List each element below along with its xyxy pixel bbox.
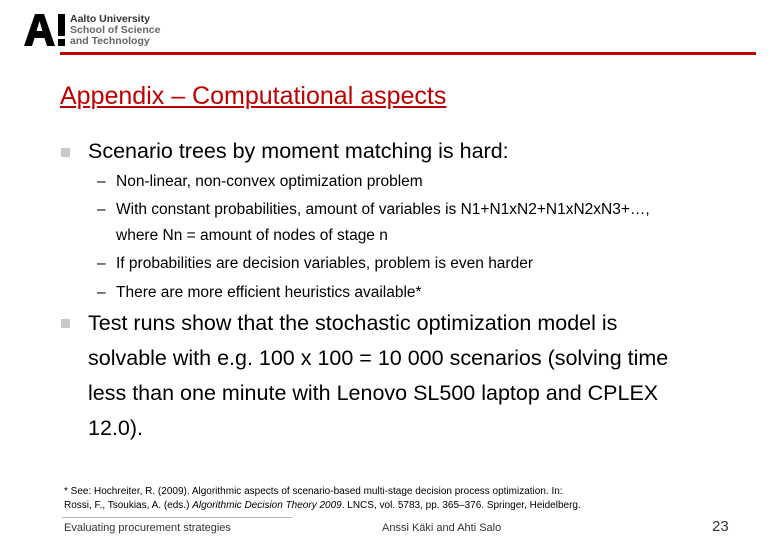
sub-bullet-2: With constant probabilities, amount of variables is N1+N1xN2+N1xN2xN3+…,	[116, 201, 650, 218]
sub-bullet-1: Non-linear, non-convex optimization problem	[116, 173, 423, 190]
page-number: 23	[712, 518, 729, 535]
footnote-book-title: Algorithmic Decision Theory 2009	[192, 500, 342, 511]
footer-authors: Anssi Käki and Ahti Salo	[382, 522, 502, 534]
logo-line-2: School of Science	[70, 24, 161, 36]
dash-marker: –	[97, 284, 106, 301]
footer-rule	[62, 517, 292, 518]
bullet-marker	[61, 319, 70, 328]
sub-bullet-3: If probabilities are decision variables, problem is even harder	[116, 255, 533, 272]
bullet-2-line-1: Test runs show that the stochastic optimization model is	[88, 311, 618, 335]
bullet-2-line-3: less than one minute with Lenovo SL500 laptop and CPLEX	[88, 381, 659, 405]
dash-marker: –	[97, 173, 106, 190]
footnote-authors: Rossi, F., Tsoukias, A. (eds.)	[64, 500, 193, 511]
dash-marker: –	[97, 201, 106, 218]
footnote	[64, 485, 581, 513]
bullet-2-line-4: 12.0).	[88, 416, 143, 440]
bullet-1-text: Scenario trees by moment matching is hard:	[88, 139, 509, 163]
bullet-2-line-2: solvable with e.g. 100 x 100 = 10 000 scenarios (solving time	[88, 346, 669, 370]
footnote-line-2	[64, 499, 581, 513]
slide-title: Appendix – Computational aspects	[60, 82, 447, 110]
dash-marker: –	[97, 255, 106, 272]
sub-bullet-2-continuation: where Nn = amount of nodes of stage n	[116, 227, 388, 244]
header-rule	[60, 52, 756, 55]
logo-text	[70, 14, 210, 47]
sub-bullet-4: There are more efficient heuristics available*	[116, 284, 422, 301]
logo-line-1: Aalto University	[70, 13, 150, 25]
aalto-a-mark-icon	[22, 12, 68, 48]
logo-line-3: and Technology	[70, 35, 150, 47]
bullet-marker	[61, 148, 70, 157]
footnote-line-1: * See: Hochreiter, R. (2009). Algorithmic aspects of scenario-based multi-stage decision process optimization. In:	[64, 486, 563, 497]
footnote-publisher: . LNCS, vol. 5783, pp. 365–376. Springer, Heidelberg.	[341, 500, 581, 511]
footer-left: Evaluating procurement strategies	[64, 522, 231, 534]
